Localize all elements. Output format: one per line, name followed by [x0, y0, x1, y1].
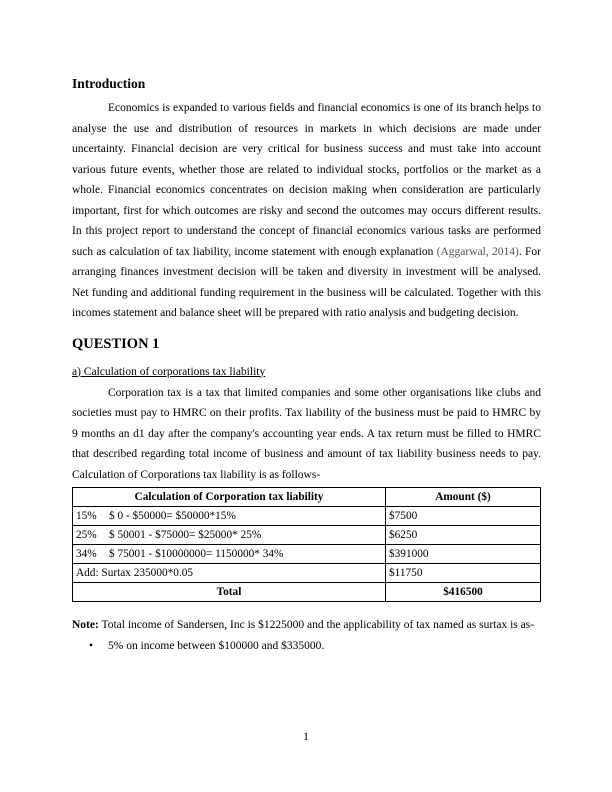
question1-heading: QUESTION 1	[72, 335, 160, 352]
surtax-amount: $11750	[386, 564, 541, 583]
page-content	[72, 76, 541, 656]
table-cell-amount: $391000	[386, 545, 541, 564]
tax-rate: 15%	[76, 510, 97, 522]
table-header-amount: Amount ($)	[386, 488, 541, 507]
intro-text-part2: . For arranging finances investment decision will be taken and diversity in investment will be analysed. Net funding and additional funding requirement in the business will be calculated. Together with this incomes statement and balance sheet will be prepared with ratio analysis and budgeting decision.	[72, 245, 541, 319]
table-cell-description	[73, 526, 386, 545]
citation: (Aggarwal, 2014)	[436, 245, 519, 258]
bracket-calc: $ 0 - $50000= $50000*15%	[109, 510, 236, 522]
total-amount: $416500	[386, 583, 541, 602]
total-label: Total	[73, 583, 386, 602]
table-row	[73, 545, 541, 564]
question1-paragraph: Corporation tax is a tax that limited companies and some other organisations like clubs and societies must pay to HMRC on their profits. Tax liability of the business must be paid to HMRC by 9 months an d1 day after the company's accounting year ends. A tax return must be filled to HMRC that described regarding total income of business and amount of tax liability business needs to pay. Calculation of Corporations tax liability is as follows-	[72, 386, 541, 481]
question1-subheading: a) Calculation of corporations tax liability	[72, 365, 266, 378]
list-item-text: 5% on income between $100000 and $335000.	[108, 639, 325, 652]
bracket-calc: $ 50001 - $75000= $25000* 25%	[109, 529, 262, 541]
surtax-row	[73, 564, 541, 583]
note-text: Total income of Sandersen, Inc is $1225000 and the applicability of tax named as surtax is as-	[98, 619, 535, 631]
table-cell-description	[73, 507, 386, 526]
introduction-heading: Introduction	[72, 76, 146, 91]
bullet-icon: •	[89, 639, 94, 652]
table-header-description: Calculation of Corporation tax liability	[73, 488, 386, 507]
note-paragraph	[72, 615, 541, 636]
table-cell-description	[73, 545, 386, 564]
tax-rate: 34%	[76, 548, 97, 560]
tax-liability-table	[72, 487, 541, 602]
surtax-description: Add: Surtax 235000*0.05	[73, 564, 386, 583]
introduction-paragraph	[72, 98, 541, 324]
tax-rate: 25%	[76, 529, 97, 541]
table-row	[73, 507, 541, 526]
table-row	[73, 526, 541, 545]
page-number: 1	[303, 731, 309, 743]
table-cell-amount: $7500	[386, 507, 541, 526]
total-row	[73, 583, 541, 602]
table-cell-amount: $6250	[386, 526, 541, 545]
note-bullet-list	[72, 636, 541, 656]
intro-text-part1: Economics is expanded to various fields and financial economics is one of its branch helps to analyse the use and distribution of resources in markets in which decisions are made under uncertainty. Financial decision are very critical for business success and must take into account various future events, whether those are related to individual stocks, portfolios or the market as a whole. Financial economics concentrates on decision making when consideration are particularly important, first for which outcomes are risky and second the outcomes may occurs different results. In this project report to understand the concept of financial economics various tasks are performed such as calculation of tax liability, income statement with enough explanation	[72, 102, 541, 258]
note-label: Note:	[72, 619, 99, 631]
bracket-calc: $ 75001 - $10000000= 1150000* 34%	[109, 548, 284, 560]
list-item	[89, 636, 541, 656]
table-header-row	[73, 488, 541, 507]
